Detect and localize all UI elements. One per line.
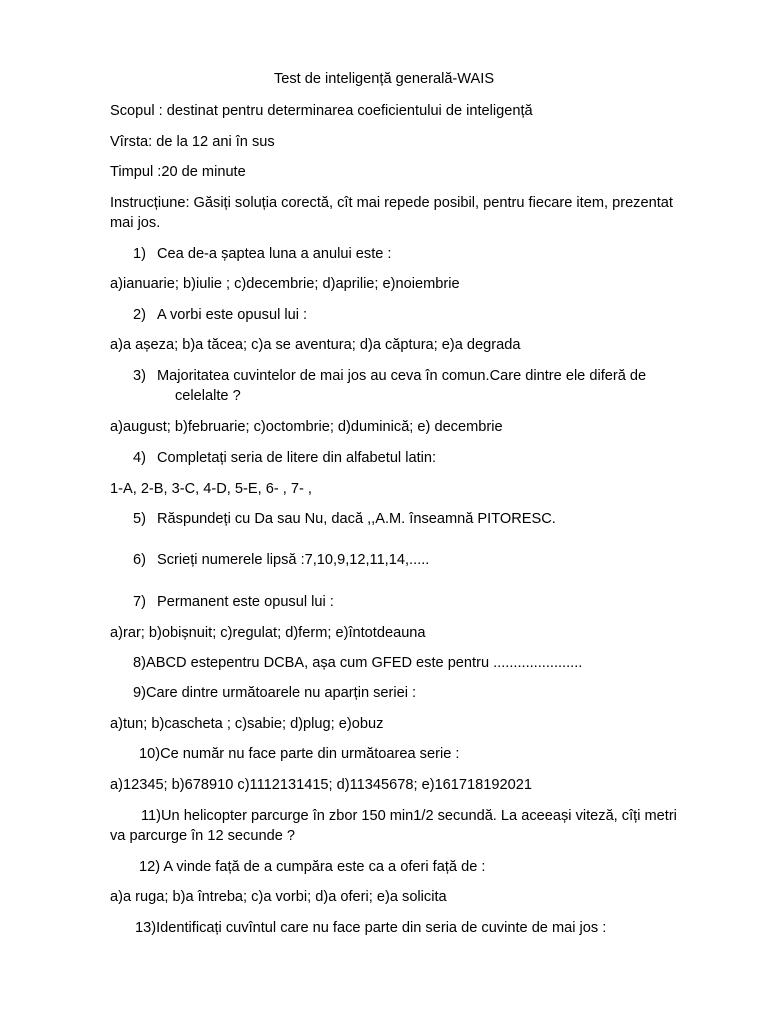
question-10-options: a)12345; b)678910 c)1112131415; d)11345678; e)161718192021 — [110, 777, 532, 793]
question-7-options: a)rar; b)obișnuit; c)regulat; d)ferm; e)întotdeauna — [110, 625, 426, 641]
question-3-number: 3) — [133, 368, 146, 384]
question-4-number: 4) — [133, 450, 146, 466]
question-5-text: Răspundeți cu Da sau Nu, dacă ,,A.M. înseamnă PITORESC. — [157, 511, 556, 527]
time-line: Timpul :20 de minute — [110, 164, 246, 180]
page-title: Test de inteligență generală-WAIS — [273, 71, 495, 87]
question-2-text: A vorbi este opusul lui : — [157, 307, 308, 323]
question-1-number: 1) — [133, 246, 146, 262]
instruction-line-2: mai jos. — [110, 215, 161, 231]
question-11-text-line-1: 11)Un helicopter parcurge în zbor 150 min1/2 secundă. La aceeași viteză, cîți metri — [141, 808, 677, 824]
question-4-text: Completați seria de litere din alfabetul latin: — [157, 450, 437, 466]
question-5-number: 5) — [133, 511, 146, 527]
question-9-options: a)tun; b)cascheta ; c)sabie; d)plug; e)obuz — [110, 716, 384, 732]
instruction-line-1: Instrucțiune: Găsiți soluția corectă, cît mai repede posibil, pentru fiecare item, prezentat — [110, 195, 673, 211]
question-13-text: 13)Identificați cuvîntul care nu face parte din seria de cuvinte de mai jos : — [135, 920, 607, 936]
question-2-number: 2) — [133, 307, 146, 323]
question-4-series: 1-A, 2-B, 3-C, 4-D, 5-E, 6- , 7- , — [110, 481, 312, 497]
question-3-text-line-2: celelalte ? — [175, 388, 241, 404]
question-10-text: 10)Ce număr nu face parte din următoarea serie : — [139, 746, 460, 762]
question-3-options: a)august; b)februarie; c)octombrie; d)duminică; e) decembrie — [110, 419, 503, 435]
question-7-text: Permanent este opusul lui : — [157, 594, 334, 610]
question-7-number: 7) — [133, 594, 146, 610]
question-11-text-line-2: va parcurge în 12 secunde ? — [110, 828, 295, 844]
age-line: Vîrsta: de la 12 ani în sus — [110, 134, 275, 150]
question-12-options: a)a ruga; b)a întreba; c)a vorbi; d)a oferi; e)a solicita — [110, 889, 447, 905]
question-2-options: a)a așeza; b)a tăcea; c)a se aventura; d)a căptura; e)a degrada — [110, 337, 521, 353]
question-9-text: 9)Care dintre următoarele nu aparțin seriei : — [133, 685, 417, 701]
scope-line: Scopul : destinat pentru determinarea coeficientului de inteligență — [110, 103, 533, 119]
question-3-text-line-1: Majoritatea cuvintelor de mai jos au ceva în comun.Care dintre ele diferă de — [157, 368, 647, 384]
question-12-text: 12) A vinde față de a cumpăra este ca a oferi față de : — [139, 859, 486, 875]
question-1-text: Cea de-a șaptea luna a anului este : — [157, 246, 392, 262]
question-6-number: 6) — [133, 552, 146, 568]
question-6-text: Scrieți numerele lipsă :7,10,9,12,11,14,..... — [157, 552, 430, 568]
question-8-text: 8)ABCD estepentru DCBA, așa cum GFED este pentru ...................... — [133, 655, 583, 671]
question-1-options: a)ianuarie; b)iulie ; c)decembrie; d)aprilie; e)noiembrie — [110, 276, 460, 292]
